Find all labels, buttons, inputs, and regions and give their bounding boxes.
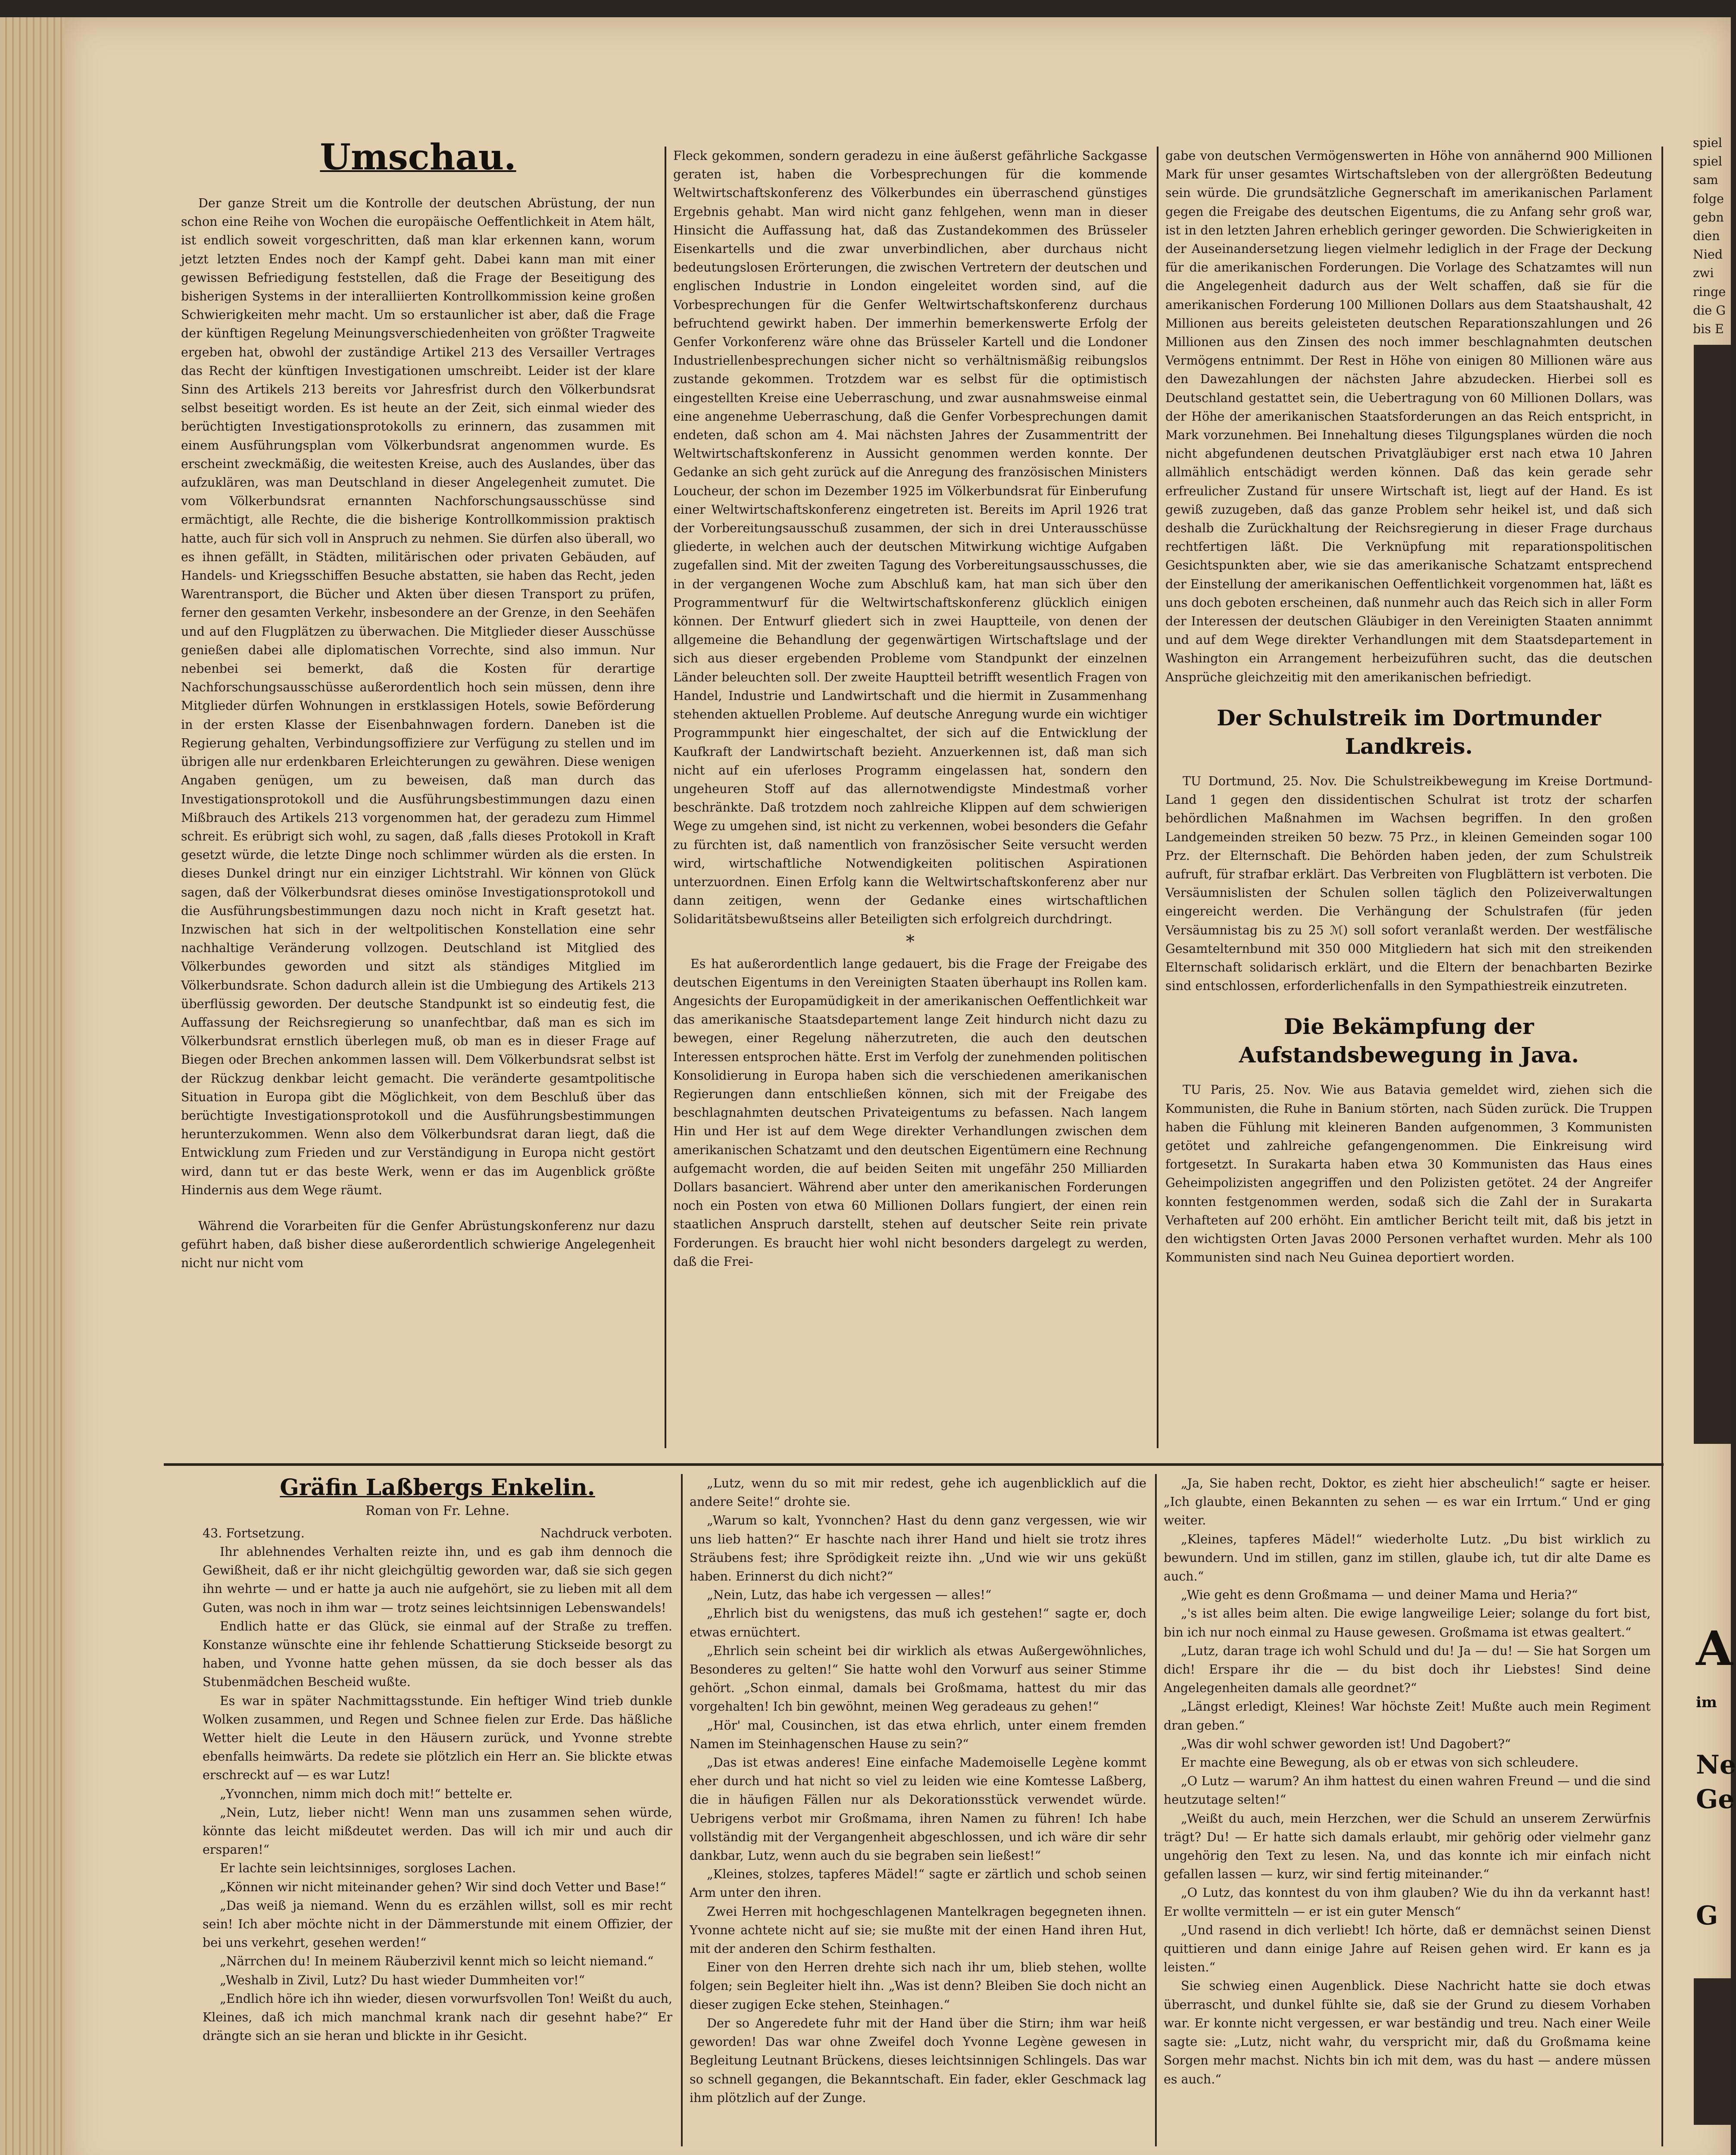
paragraph: „Das ist etwas anderes! Eine einfache Mademoiselle Legène kommt eher durch und hat nicht so viel zu leiden wie eine Komtesse Laßberg, die in häufigen Fällen nur als Dekorationsstück verwendet würde. Uebrigens verbot mir Großmama, ihren Namen zu führen! Ich habe vollständig mit der Vergangenheit abgeschlossen, und ich wäre dir sehr dankbar, Lutz, wenn auch du sie begraben sein ließest!“	[690, 1755, 1146, 1863]
fragment-line: gebn	[1693, 210, 1724, 225]
newspaper-page	[65, 17, 1731, 2155]
paragraph: Endlich hatte er das Glück, sie einmal auf der Straße zu treffen. Konstanze wünschte eine ihr fehlende Schattierung Stickseide besorgt zu haben, und Yvonne hatte gehen müssen, da sie doch besser als das Stubenmädchen Bescheid wußte.	[203, 1619, 672, 1690]
column-news	[1165, 147, 1652, 1457]
adjacent-heading: G	[1696, 1901, 1718, 1931]
paragraph: TU Dortmund, 25. Nov. Die Schulstreikbewegung im Kreise Dortmund-Land 1 gegen den dissidentischen Schulrat ist trotz der scharfen behördlichen Maßnahmen im Wachsen begriffen. In den großen Landgemeinden streiken 50 bezw. 75 Prz., in kleinen Gemeinden sogar 100 Prz. der Elternschaft. Die Behörden haben jeden, der zum Schulstreik aufruft, für strafbar erklärt. Das Verbreiten von Flugblättern ist verboten. Die Versäumnislisten der Schulen sollen täglich den Polizeiverwaltungen eingereicht werden. Die Verhängung der Schulstrafen (für jeden Versäumnistag bis zu 25 ℳ) soll sofort veranlaßt werden. Der westfälische Gesamtelternbund mit 350 000 Mitgliedern hat sich mit den streikenden Elternschaft solidarisch erklärt, und die Eltern der benachbarten Bezirke sind entschlossen, erforderlichenfalls in den Sympathiestreik einzutreten.	[1165, 774, 1652, 993]
fragment-line: folge	[1693, 191, 1724, 206]
section-separator: *	[906, 931, 915, 952]
paragraph: „Kleines, tapferes Mädel!“ wiederholte Lutz. „Du bist wirklich zu bewundern. Und im stillen, ganz im stillen, glaube ich, tut dir alte Dame es auch.“	[1164, 1532, 1651, 1584]
paragraph: „Närrchen du! In meinem Räuberzivil kennt mich so leicht niemand.“	[220, 1954, 654, 1969]
column-umschau	[181, 134, 655, 1452]
paragraph: „Warum so kalt, Yvonnchen? Hast du denn ganz vergessen, wie wir uns lieb hatten?“ Er haschte nach ihrer Hand und hielt sie trotz ihres Sträubens fest; ihre Sprödigkeit reizte ihn. „Und wie wir uns geküßt haben. Erinnerst du dich nicht?“	[690, 1513, 1146, 1584]
fragment-line: ringe	[1693, 284, 1726, 299]
paragraph: „Ja, Sie haben recht, Doktor, es zieht hier abscheulich!“ sagte er heiser. „Ich glaubte, einen Bekannten zu sehen — es war ein Irrtum.“ Und er ging weiter.	[1164, 1476, 1651, 1528]
page-binding	[0, 17, 65, 2155]
fragment-line: Nied	[1693, 247, 1723, 262]
paragraph: Ihr ablehnendes Verhalten reizte ihn, und es gab ihm dennoch die Gewißheit, daß er ihr nicht gleichgültig geworden war, daß sie sich gegen ihn wehrte — und er hatte ja auch nie aufgehört, sie zu lieben mit all dem Guten, was noch in ihm war — trotz seines leichtsinnigen Lebenswandels!	[203, 1545, 672, 1615]
adjacent-heading: Ne	[1696, 1750, 1736, 1780]
paragraph: „Das weiß ja niemand. Wenn du es erzählen willst, soll es mir recht sein! Ich aber möchte nicht in der Dämmerstunde mit einem Offizier, der bei uns verkehrt, gesehen werden!“	[203, 1898, 672, 1950]
column-rule	[681, 1474, 683, 2146]
paragraph: „Lutz, daran trage ich wohl Schuld und du! Ja — du! — Sie hat Sorgen um dich! Erspare ihr die — du bist doch ihr Liebstes! Sind deine Angelegenheiten damals alle geordnet?“	[1164, 1643, 1651, 1696]
novel-column-c	[1164, 1474, 1651, 2146]
fragment-line: spiel	[1693, 136, 1722, 150]
page-title: Umschau.	[320, 137, 516, 178]
paragraph: gabe von deutschen Vermögenswerten in Höhe von annähernd 900 Millionen Mark für unser gesamtes Wirtschaftsleben von der allergrößten Bedeutung sein würde. Die grundsätzliche Gegnerschaft im amerikanischen Parlament gegen die Freigabe des deutschen Eigentums, die zu Anfang sehr groß war, ist in den letzten Jahren erheblich geringer geworden. Die Schwierigkeiten in der Auseinandersetzung liegen vielmehr lediglich in der Frage der Deckung für die amerikanischen Forderungen. Die Vorlage des Schatzamtes will nun die Angelegenheit dadurch aus der Welt schaffen, daß sie für die amerikanischen Forderung 100 Millionen Dollars aus dem Staatshaushalt, 42 Millionen aus bereits geleisteten deutschen Reparationszahlungen und 26 Millionen aus den Zinsen des noch immer beschlagnahmten deutschen Vermögens entnimmt. Der Rest in Höhe von einigen 80 Millionen wäre aus den Dawezahlungen der nächsten Jahre abzudecken. Hierbei soll es Deutschland gestattet sein, die Uebertragung von 60 Millionen Dollars, was der Höhe der amerikanischen Staatsforderungen an das Reich entspricht, in Mark vorzunehmen. Bei Innehaltung dieses Tilgungsplanes würden die noch nicht abgefundenen deutschen Privatgläubiger erst nach etwa 10 Jahren allmählich entschädigt werden können. Daß das kein gerade sehr erfreulicher Zustand für unsere Wirtschaft ist, liegt auf der Hand. Es ist gewiß zuzugeben, daß das ganze Problem sehr heikel ist, und daß sich deshalb die Zurückhaltung der Reichsregierung in dieser Frage durchaus rechtfertigen läßt. Die Verknüpfung mit reparationspolitischen Gesichtspunkten aber, wie sie das amerikanische Schatzamt entsprechend der Einstellung der amerikanischen Oeffentlichkeit vorgenommen hat, läßt es uns doch geboten erscheinen, daß nunmehr auch das Reich sich in aller Form der Interessen der deutschen Gläubiger in den Vereinigten Staaten annimmt und auf dem Wege direkter Verhandlungen mit dem Staatsdepartement in Washington ein Arrangement herbeizuführen sucht, das die deutschen Ansprüche gleichzeitig mit den amerikanischen befriedigt.	[1165, 149, 1652, 684]
paragraph: „O Lutz — warum? An ihm hattest du einen wahren Freund — und die sind heutzutage selten!“	[1164, 1774, 1651, 1807]
paragraph: „'s ist alles beim alten. Die ewige langweilige Leier; solange du fort bist, bin ich nur noch einmal zu Hause gewesen. Großmama ist etwas gealtert.“	[1164, 1606, 1651, 1640]
article-heading: Der Schulstreik im Dortmunder Landkreis.	[1217, 705, 1601, 759]
column-rule	[1661, 147, 1663, 2146]
paragraph: Während die Vorarbeiten für die Genfer Abrüstungskonferenz nur dazu geführt haben, daß bisher diese außerordentlich schwierige Angelegenheit nicht nur nicht vom	[181, 1218, 655, 1271]
paragraph: „Endlich höre ich ihn wieder, diesen vorwurfsvollen Ton! Weißt du auch, Kleines, daß ich mich manchmal krank nach dir gesehnt habe?“ Er drängte sich an sie heran und blickte in ihr Gesicht.	[203, 1991, 672, 2043]
rights-notice: Nachdruck verboten.	[540, 1526, 672, 1540]
paragraph: Der so Angeredete fuhr mit der Hand über die Stirn; ihm war heiß geworden! Das war ohne Zweifel doch Yvonne Legène gewesen in Begleitung Leutnant Brückens, dieses leichtsinnigen Schlingels. Das war so schnell gegangen, die Bekanntschaft. Ein fader, ekler Geschmack lag ihm plötzlich auf der Zunge.	[690, 2016, 1146, 2105]
novel-column-a	[203, 1474, 672, 2146]
novel-column-b	[690, 1474, 1146, 2146]
paragraph: „Yvonnchen, nimm mich doch mit!“ bettelte er.	[220, 1786, 513, 1801]
fragment-line: zwi	[1693, 266, 1714, 281]
novel-meta	[203, 1524, 672, 1543]
article-heading: Die Bekämpfung der Aufstandsbewegung in Java.	[1239, 1014, 1579, 1068]
adjacent-text: im	[1696, 1694, 1717, 1711]
feuilleton-rule	[164, 1463, 1664, 1466]
novel-author: Roman von Fr. Lehne.	[365, 1503, 510, 1518]
paragraph: „Nein, Lutz, das habe ich vergessen — alles!“	[707, 1588, 992, 1602]
paragraph: „Ehrlich sein scheint bei dir wirklich als etwas Außergewöhnliches, Besonderes zu gelten!“ Sie hatte wohl den Vorwurf aus seiner Stimme gehört. „Schon einmal, damals bei Großmama, hattest du mir das vorgehalten! Ich bin gewöhnt, meinen Weg geradeaus zu gehen!“	[690, 1643, 1146, 1714]
column-rule	[1155, 1474, 1157, 2146]
paragraph: Es war in später Nachmittagsstunde. Ein heftiger Wind trieb dunkle Wolken zusammen, und Regen und Schnee fielen zur Erde. Das häßliche Wetter hielt die Leute in den Häusern zurück, und Yvonne strebte ebenfalls heimwärts. Da redete sie plötzlich ein Herr an. Sie blickte etwas erschreckt auf — es war Lutz!	[203, 1693, 672, 1783]
paragraph: Einer von den Herren drehte sich nach ihr um, blieb stehen, wollte folgen; sein Begleiter hielt ihn. „Was ist denn? Bleiben Sie doch nicht an dieser zugigen Ecke stehen, Steinhagen.“	[690, 1960, 1146, 2012]
column-rule	[1157, 147, 1158, 1448]
paragraph: Es hat außerordentlich lange gedauert, bis die Frage der Freigabe des deutschen Eigentums in den Vereinigten Staaten überhaupt ins Rollen kam. Angesichts der Europamüdigkeit in der amerikanischen Oeffentlichkeit war das amerikanische Staatsdepartement lange Zeit hindurch nicht dazu zu bewegen, einer Regelung näherzutreten, die auch den deutschen Interessen entsprochen hätte. Erst im Verfolg der zunehmenden politischen Konsolidierung in Europa haben sich die verschiedenen amerikanischen Regierungen dann entschließen können, sich mit der Freigabe des beschlagnahmten deutschen Privateigentums zu befassen. Nach langem Hin und Her ist auf dem Wege direkter Verhandlungen zwischen dem amerikanischen Schatzamt und den deutschen Eigentümern eine Rechnung aufgemacht worden, die auf beiden Seiten mit ungefähr 250 Milliarden Dollars basanciert. Während aber unter den amerikanischen Forderungen noch ein Posten von etwa 60 Millionen Dollars fungiert, der einen rein staatlichen Anspruch darstellt, stehen auf deutscher Seite rein private Forderungen. Es braucht hier wohl nicht besonders dargelegt zu werden, daß die Frei-	[673, 956, 1147, 1269]
paragraph: „Was dir wohl schwer geworden ist! Und Dagobert?“	[1181, 1736, 1511, 1751]
paragraph: „Können wir nicht miteinander gehen? Wir sind doch Vetter und Base!“	[220, 1880, 666, 1894]
paragraph: „Ehrlich bist du wenigstens, das muß ich gestehen!“ sagte er, doch etwas ernüchtert.	[690, 1606, 1146, 1640]
paragraph: Er machte eine Bewegung, als ob er etwas von sich schleudere.	[1181, 1755, 1579, 1770]
paragraph: „Hör' mal, Cousinchen, ist das etwa ehrlich, unter einem fremden Namen im Steinhagenschen Hause zu sein?“	[690, 1718, 1146, 1751]
paragraph: Fleck gekommen, sondern geradezu in eine äußerst gefährliche Sackgasse geraten ist, haben die Vorbesprechungen für die kommende Weltwirtschaftskonferenz des Völkerbundes ein überraschend günstiges Ergebnis gehabt. Man wird nicht ganz fehlgehen, wenn man in dieser Hinsicht die Auffassung hat, daß das Zustandekommen des Brüsseler Eisenkartells und die zwar unverbindlichen, aber durchaus nicht bedeutungslosen Erörterungen, die zwischen Vertretern der deutschen und englischen Industrie in London eingeleitet worden sind, auf die Vorbesprechungen für die Genfer Weltwirtschaftskonferenz durchaus befruchtend gewirkt haben. Der immerhin bemerkenswerte Erfolg der Genfer Vorkonferenz wäre ohne das Brüsseler Kartell und die Londoner Industriellenbesprechungen sicher nicht so verhältnismäßig reibungslos zustande gekommen. Trotzdem war es selbst für die optimistisch eingestellten Kreise eine Ueberraschung, und zwar ausnahmsweise einmal eine angenehme Ueberraschung, daß die Genfer Vorbesprechungen damit endeten, daß schon am 4. Mai nächsten Jahres der Zusammentritt der Weltwirtschaftskonferenz in Aussicht genommen werden konnte. Der Gedanke an sich geht zurück auf die Anregung des französischen Ministers Loucheur, der schon im Dezember 1925 im Völkerbundsrat für Einberufung einer Weltwirtschaftskonferenz eingetreten ist. Bereits im April 1926 trat der Vorbereitungsausschuß zusammen, der sich in drei Unterausschüsse gliederte, in welchen auch der deutschen Mitwirkung wichtige Aufgaben zugefallen sind. Mit der zweiten Tagung des Vorbereitungsausschusses, die in der vergangenen Woche zum Abschluß kam, hat man sich über den Programmentwurf für die Weltwirtschaftskonferenz glücklich einigen können. Der Entwurf gliedert sich in zwei Hauptteile, von denen der allgemeine die Behandlung der gegenwärtigen Wirtschaftslage und der sich aus dieser ergebenden Probleme vom Standpunkt der einzelnen Länder beleuchten soll. Der zweite Hauptteil betrifft wesentlich Fragen von Handel, Industrie und Landwirtschaft und die hiermit in Zusammenhang stehenden aktuellen Probleme. Auf deutsche Anregung wurde ein wichtiger Programmpunkt hier eingeschaltet, der sich auf die Entwicklung der Kaufkraft der Landwirtschaft bezieht. Anzuerkennen ist, daß man sich nicht auf ein uferloses Programm eingelassen hat, sondern den ungeheuren Stoff auf das allernotwendigste Mindestmaß vorher beschränkte. Daß trotzdem noch zahlreiche Klippen auf dem schwierigen Wege zu umgehen sind, ist nicht zu verkennen, wobei besonders die Gefahr zu fürchten ist, daß namentlich von französischer Seite versucht werden wird, wirtschaftliche Notwendigkeiten politischen Aspirationen unterzuordnen. Einen Erfolg kann die Weltwirtschaftskonferenz aber nur dann zeitigen, wenn der Gedanke eines wirtschaftlichen Solidaritätsbewußtseins aller Beteiligten sich erfolgreich durchdringt.	[673, 149, 1147, 927]
paragraph: „Kleines, stolzes, tapferes Mädel!“ sagte er zärtlich und schob seinen Arm unter den ihren.	[690, 1867, 1146, 1900]
fragment-line: die G	[1693, 303, 1726, 318]
fragment-line: sam	[1693, 173, 1718, 187]
column-weltwirtschaft	[673, 147, 1147, 1457]
paragraph: Zwei Herren mit hochgeschlagenen Mantelkragen begegneten ihnen. Yvonne achtete nicht auf sie; sie mußte mit der einen Hand ihren Hut, mit der anderen den Schirm festhalten.	[690, 1904, 1146, 1956]
adjacent-heading: Ge	[1696, 1784, 1735, 1815]
fragment-line: bis E	[1693, 322, 1724, 337]
paragraph: „Nein, Lutz, lieber nicht! Wenn man uns zusammen sehen würde, könnte das leicht mißdeutet werden. Das will ich mir und auch dir ersparen!“	[203, 1805, 672, 1857]
paragraph: „Weißt du auch, mein Herzchen, wer die Schuld an unserem Zerwürfnis trägt? Du! — Er hatte sich damals erlaubt, mir gehörig oder vielmehr ganz ungehörig den Text zu lesen. Na, und das konnte ich mir einfach nicht gefallen lassen — kurz, wir sind fertig miteinander.“	[1164, 1811, 1651, 1882]
paragraph: „Wie geht es denn Großmama — und deiner Mama und Heria?“	[1181, 1588, 1578, 1602]
paragraph: „Weshalb in Zivil, Lutz? Du hast wieder Dummheiten vor!“	[220, 1973, 585, 1987]
paragraph: „Und rasend in dich verliebt! Ich hörte, daß er demnächst seinen Dienst quittieren und dann einige Jahre auf Reisen gehen wird. Er kann es ja leisten.“	[1164, 1923, 1651, 1975]
column-rule	[665, 147, 666, 1448]
adjacent-dark-block	[1694, 345, 1731, 1444]
fragment-line: dien	[1693, 229, 1720, 244]
paragraph: „Längst erledigt, Kleines! War höchste Zeit! Mußte auch mein Regiment dran geben.“	[1164, 1699, 1651, 1733]
paragraph: Er lachte sein leichtsinniges, sorgloses Lachen.	[220, 1861, 516, 1876]
novel-title: Gräfin Laßbergs Enkelin.	[280, 1474, 595, 1501]
installment-number: 43. Fortsetzung.	[203, 1526, 305, 1540]
adjacent-dark-block	[1694, 1978, 1731, 2125]
paragraph: TU Paris, 25. Nov. Wie aus Batavia gemeldet wird, ziehen sich die Kommunisten, die Ruhe in Banium störten, nach Süden zurück. Die Truppen haben die Fühlung mit kleineren Banden aufgenommen, 3 Kommunisten getötet und zahlreiche gefangengenommen. Die Einkreisung wird fortgesetzt. In Surakarta haben etwa 30 Kommunisten das Haus eines Geheimpolizisten angegriffen und den Polizisten getötet. 24 der Angreifer konnten festgenommen werden, sodaß sich die Zahl der in Surakarta Verhafteten auf 200 erhöht. Ein amtlicher Bericht teilt mit, daß bis jetzt in den wichtigsten Orten Javas 2000 Personen verhaftet wurden. Mehr als 100 Kommunisten sind nach Neu Guinea deportiert worden.	[1165, 1083, 1652, 1265]
paragraph: „O Lutz, das konntest du von ihm glauben? Wie du ihn da verkannt hast! Er wollte vermitteln — er ist ein guter Mensch“	[1164, 1886, 1651, 1919]
fragment-line: spiel	[1693, 154, 1722, 169]
adjacent-heading: A	[1696, 1621, 1733, 1676]
paragraph: Sie schwieg einen Augenblick. Diese Nachricht hatte sie doch etwas überrascht, und dunkel fühlte sie, daß sie der Grund zu diesem Vorhaben war. Er konnte nicht vergessen, er war beständig und treu. Nach einer Weile sagte sie: „Lutz, nicht wahr, du verspricht mir, daß du Großmama keine Sorgen mehr machst. Nichts bin ich mit dem, was du hast — andere müssen es auch.“	[1164, 1979, 1651, 2086]
paragraph: Der ganze Streit um die Kontrolle der deutschen Abrüstung, der nun schon eine Reihe von Wochen die europäische Oeffentlichkeit in Atem hält, ist endlich soweit vorgeschritten, daß man klar erkennen kann, worum jetzt letzten Endes noch der Kampf geht. Dabei kann man mit einer gewissen Befriedigung feststellen, daß die Frage der Beseitigung des bisherigen Systems in der interalliierten Kontrollkommission keine großen Schwierigkeiten mehr macht. Um so erstaunlicher ist aber, daß die Frage der künftigen Regelung Meinungsverschiedenheiten von größter Tragweite ergeben hat, obwohl der zuständige Artikel 213 des Versailler Vertrages das Recht der künftigen Investigationen umschreibt. Leider ist der klare Sinn des Artikels 213 bereits vor Jahresfrist durch den Völkerbundsrat selbst beseitigt worden. Es ist heute an der Zeit, sich einmal wieder des berüchtigten Investigationsprotokolls zu erinnern, das zusammen mit einem Ausführungsplan vom Völkerbundsrat angenommen wurde. Es erscheint zweckmäßig, die weitesten Kreise, auch des Auslandes, über das aufzuklären, was man Deutschland in dieser Angelegenheit zumutet. Die vom Völkerbundsrat ernannten Nachforschungsausschüsse sind ermächtigt, alle Rechte, die die bisherige Kontrollkommission praktisch hatte, auch für sich voll in Anspruch zu nehmen. Sie dürfen also überall, wo es ihnen gefällt, in Städten, militärischen oder privaten Gebäuden, auf Handels- und Kriegsschiffen Besuche abstatten, sie haben das Recht, jeden Warentransport, die Bücher und Akten über diesen Transport zu prüfen, ferner den gesamten Verkehr, insbesondere an der Grenze, in den Seehäfen und auf den Flugplätzen zu überwachen. Die Mitglieder dieser Ausschüsse genießen dabei alle diplomatischen Vorrechte, sind also immun. Nur nebenbei sei bemerkt, daß die Kosten für derartige Nachforschungsausschüsse außerordentlich hoch sein müssen, denn ihre Mitglieder dürfen Wohnungen in erstklassigen Hotels, sowie Beförderung in der ersten Klasse der Eisenbahnwagen fordern. Daneben ist die Regierung gehalten, Verbindungsoffiziere zur Verfügung zu stellen und im übrigen alle nur erdenkbaren Erleichterungen zu gewähren. Diese wenigen Angaben genügen, um zu beweisen, daß man durch das Investigationsprotokoll und die Ausführungsbestimmungen dazu einen Mißbrauch des Artikels 213 vorgenommen hat, der geradezu zum Himmel schreit. Es erübrigt sich wohl, zu sagen, daß ‚falls dieses Protokoll in Kraft gesetzt würde, die letzte Dinge noch schlimmer würden als die ersten. In dieses Dunkel dringt nur ein einziger Lichtstrahl. Wir können von Glück sagen, daß der Völkerbundsrat dieses ominöse Investigationsprotokoll und die Ausführungsbestimmungen dazu noch nicht in Kraft gesetzt hat. Inzwischen hat sich in der weltpolitischen Konstellation eine sehr nachhaltige Veränderung vollzogen. Deutschland ist Mitglied des Völkerbundes geworden und sitzt als ständiges Mitglied im Völkerbundsrate. Schon dadurch allein ist die Umbiegung des Artikels 213 überflüssig geworden. Der deutsche Standpunkt ist so eindeutig fest, die Auffassung der Reichsregierung so unanfechtbar, daß man es sich im Völkerbundsrat ernstlich überlegen muß, ob man es in dieser Frage auf Biegen oder Brechen ankommen lassen will. Dem Völkerbundsrat selbst ist der Rückzug denkbar leicht gemacht. Die veränderte gesamtpolitische Situation in Europa gibt die Möglichkeit, von dem Beschluß über das berüchtigte Investigationsprotokoll und die Ausführungsbestimmungen herunterzukommen. Wenn also dem Völkerbundsrat daran liegt, daß die Entwicklung zum Frieden und zur Verständigung in Europa nicht gestört wird, dann tut er das beste Werk, wenn er das im Augenblick größte Hindernis aus dem Wege räumt.	[181, 196, 655, 1197]
paragraph: „Lutz, wenn du so mit mir redest, gehe ich augenblicklich auf die andere Seite!“ drohte sie.	[690, 1476, 1146, 1509]
